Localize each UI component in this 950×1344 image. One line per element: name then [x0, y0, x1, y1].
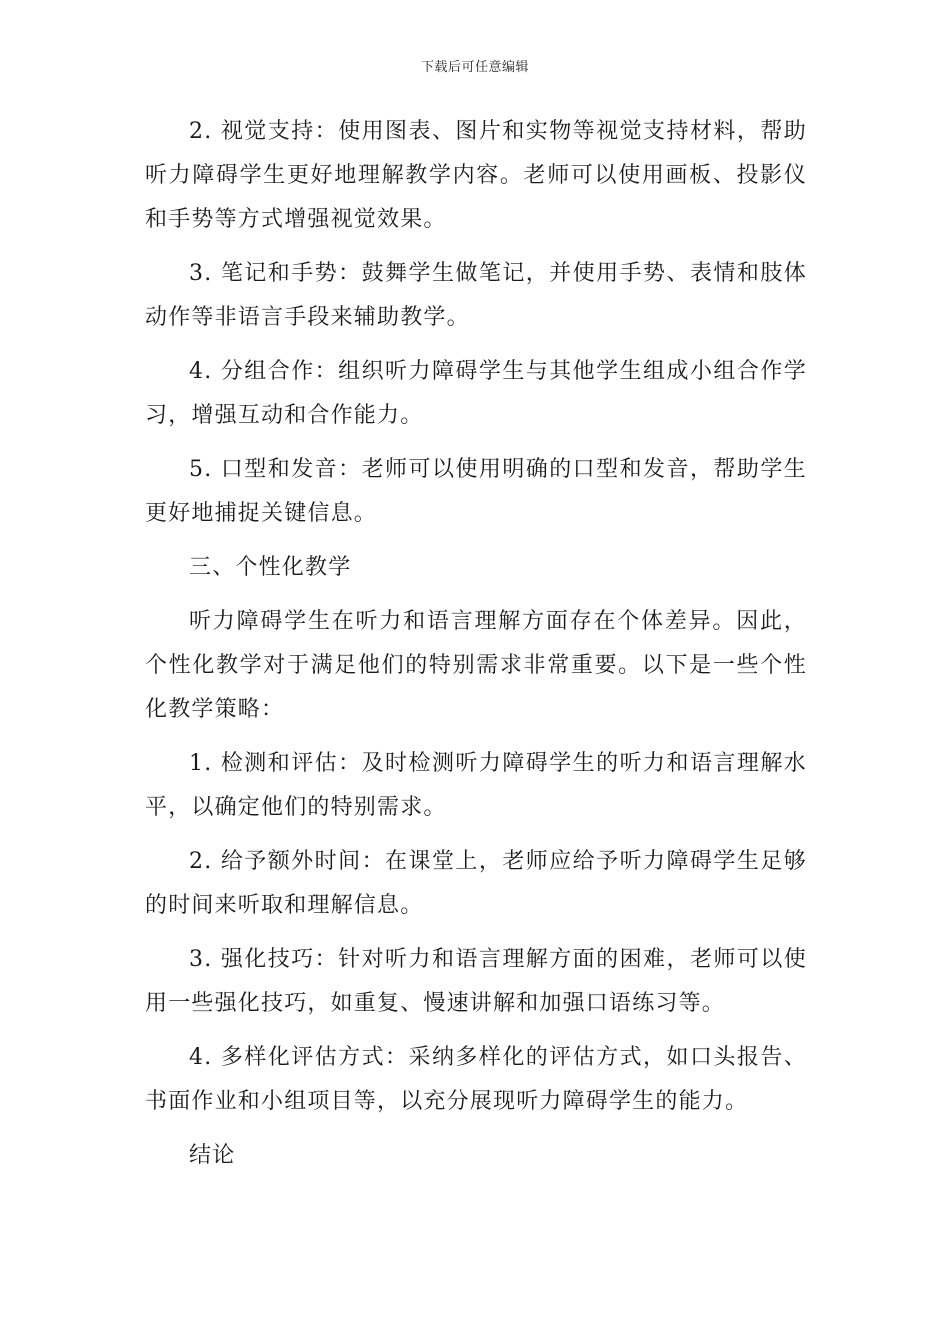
paragraph-visual-support: 2. 视觉支持：使用图表、图片和实物等视觉支持材料，帮助听力障碍学生更好地理解教学内容。老师可以使用画板、投影仪和手势等方式增强视觉效果。: [145, 119, 807, 232]
section-heading-personalized-teaching: 三、个性化教学: [189, 555, 352, 580]
document-body: [145, 110, 807, 1188]
page-header: 下载后可任意编辑: [420, 60, 529, 75]
paragraph-reinforcement: 3. 强化技巧：针对听力和语言理解方面的困难，老师可以使用一些强化技巧，如重复、慢速讲解和加强口语练习等。: [145, 947, 807, 1016]
paragraph-mouth-pronunciation: 5. 口型和发音：老师可以使用明确的口型和发音，帮助学生更好地捕捉关键信息。: [145, 457, 807, 526]
paragraph-personalized-intro: 听力障碍学生在听力和语言理解方面存在个体差异。因此，个性化教学对于满足他们的特别需求非常重要。以下是一些个性化教学策略：: [145, 609, 807, 722]
paragraph-group-cooperation: 4. 分组合作：组织听力障碍学生与其他学生组成小组合作学习，增强互动和合作能力。: [145, 359, 807, 428]
section-heading-conclusion: 结论: [189, 1143, 236, 1168]
paragraph-notes-gestures: 3. 笔记和手势：鼓舞学生做笔记，并使用手势、表情和肢体动作等非语言手段来辅助教学。: [145, 261, 807, 330]
paragraph-extra-time: 2. 给予额外时间：在课堂上，老师应给予听力障碍学生足够的时间来听取和理解信息。: [145, 849, 807, 918]
paragraph-detection-assessment: 1. 检测和评估：及时检测听力障碍学生的听力和语言理解水平，以确定他们的特别需求。: [145, 751, 807, 820]
paragraph-diverse-assessment: 4. 多样化评估方式：采纳多样化的评估方式，如口头报告、书面作业和小组项目等，以充分展现听力障碍学生的能力。: [145, 1045, 807, 1114]
